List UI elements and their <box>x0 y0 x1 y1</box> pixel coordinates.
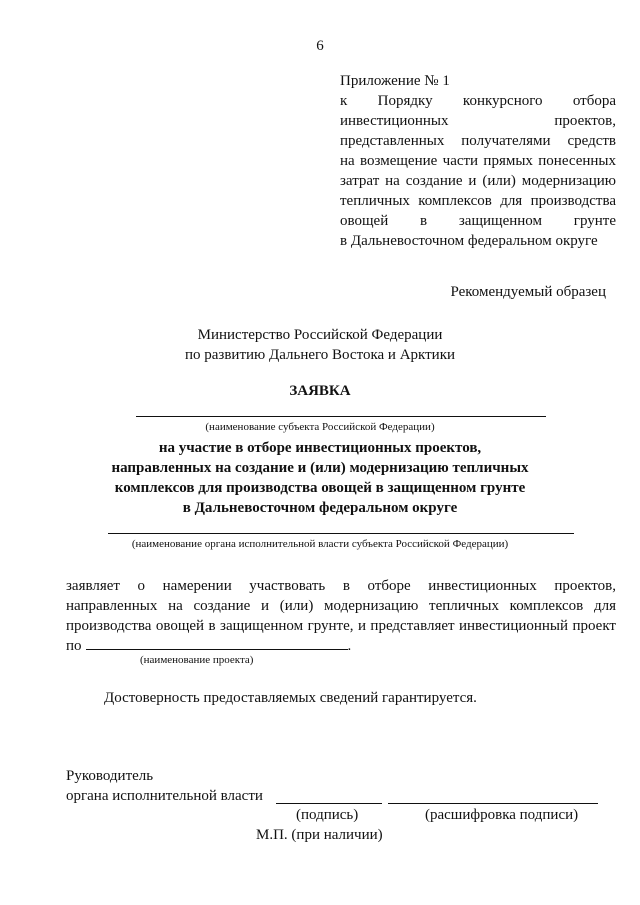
guarantee-statement: Достоверность предоставляемых сведений гарантируется. <box>104 690 477 706</box>
ministry-name <box>0 325 640 365</box>
body-line: направленных на создание и (или) модернизацию тепличных комплексов для <box>66 598 616 614</box>
project-caption: (наименование проекта) <box>140 654 254 666</box>
signature-decoding-caption: (расшифровка подписи) <box>425 807 579 823</box>
head-title-line-1: Руководитель <box>66 768 154 784</box>
document-title: ЗАЯВКА <box>289 383 351 399</box>
appendix-line: затрат на создание и (или) модернизацию <box>340 173 616 189</box>
page-number: 6 <box>316 38 324 54</box>
subject-caption: (наименование субъекта Российской Федерации) <box>205 421 435 433</box>
appendix-line: к Порядку конкурсного отбора <box>340 93 616 109</box>
appendix-line: в Дальневосточном федеральном округе <box>340 233 598 249</box>
appendix-title: Приложение № 1 <box>340 73 450 89</box>
appendix-line: представленных получателями средств <box>340 133 616 149</box>
signature-caption: (подпись) <box>296 807 359 823</box>
subject-line: в Дальневосточном федеральном округе <box>182 500 458 516</box>
subject-fill-line <box>136 416 546 417</box>
ministry-line-2: по развитию Дальнего Востока и Арктики <box>184 347 456 363</box>
subject-line: комплексов для производства овощей в защищенном грунте <box>114 480 526 496</box>
application-body <box>66 576 616 656</box>
appendix-block <box>340 71 616 251</box>
appendix-line: тепличных комплексов для производства <box>340 193 616 209</box>
project-prefix: по <box>66 638 82 654</box>
appendix-line: на возмещение части прямых понесенных <box>340 153 616 169</box>
seal-note: М.П. (при наличии) <box>256 827 383 843</box>
authority-fill-line <box>108 533 574 534</box>
authority-caption: (наименование органа исполнительной власти субъекта Российской Федерации) <box>131 538 509 550</box>
body-line: заявляет о намерении участвовать в отборе инвестиционных проектов, <box>66 578 616 594</box>
signature-fill-line <box>276 803 382 804</box>
appendix-line: овощей в защищенном грунте <box>340 213 616 229</box>
signature-decoding-fill-line <box>388 803 598 804</box>
head-title-line-2: органа исполнительной власти <box>66 788 263 804</box>
project-suffix: . <box>347 638 352 654</box>
project-fill-line <box>86 637 348 650</box>
body-line: производства овощей в защищенном грунте, и представляет инвестиционный проект <box>66 618 616 634</box>
body-line-project <box>66 636 616 656</box>
recommended-sample-label: Рекомендуемый образец <box>450 284 606 300</box>
appendix-line: инвестиционных проектов, <box>340 113 616 129</box>
subject-line: направленных на создание и (или) модернизацию тепличных <box>111 460 529 476</box>
ministry-line-1: Министерство Российской Федерации <box>197 327 443 343</box>
subject-line: на участие в отборе инвестиционных проектов, <box>158 440 482 456</box>
application-subject <box>0 438 640 518</box>
